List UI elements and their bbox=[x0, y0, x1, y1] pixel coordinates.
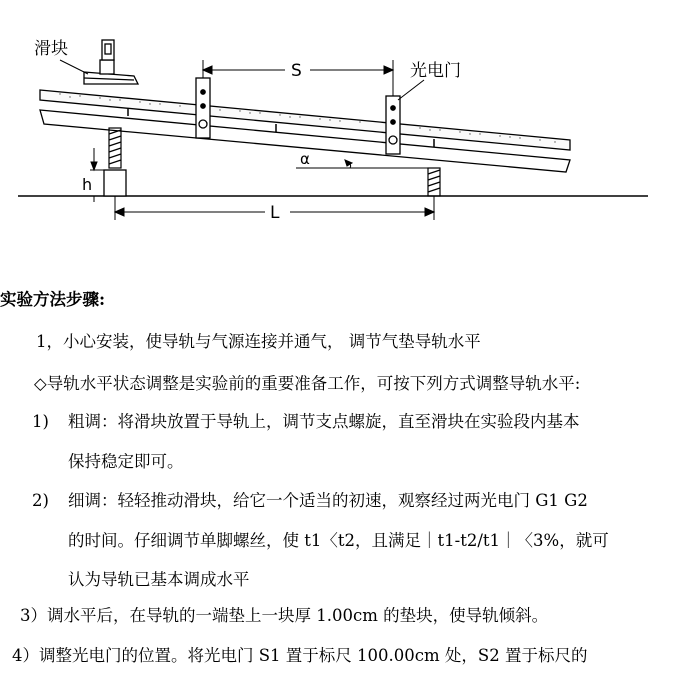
section-heading: 实验方法步骤: bbox=[0, 290, 106, 309]
air-track-diagram bbox=[0, 0, 692, 240]
length-label: L bbox=[270, 203, 280, 223]
angle-label: α bbox=[300, 150, 310, 168]
slider-pointer bbox=[60, 60, 88, 74]
fine-line-1: 细调：轻轻推动滑块，给它一个适当的初速，观察经过两光电门 G1 G2 bbox=[68, 491, 588, 510]
step-4: 4）调整光电门的位置。将光电门 S1 置于标尺 100.00cm 处，S2 置于标尺的 bbox=[12, 646, 588, 665]
photogate-1 bbox=[196, 78, 210, 138]
coarse-number: 1) bbox=[32, 412, 49, 431]
photogate-2 bbox=[386, 96, 400, 154]
height-block bbox=[104, 170, 126, 196]
photogate-pointer bbox=[398, 80, 424, 100]
distance-label: S bbox=[291, 61, 302, 81]
photogate-label: 光电门 bbox=[410, 61, 461, 81]
fine-line-3: 认为导轨已基本调成水平 bbox=[68, 570, 250, 589]
step-1: 1，小心安装，使导轨与气源连接并通气， 调节气垫导轨水平 bbox=[36, 332, 481, 351]
slider-label: 滑块 bbox=[34, 39, 68, 59]
left-support-screw bbox=[109, 128, 121, 168]
height-label: h bbox=[82, 175, 93, 194]
fine-number: 2) bbox=[32, 491, 49, 510]
right-support-screw bbox=[428, 168, 440, 196]
step-3: 3）调水平后，在导轨的一端垫上一块厚 1.00cm 的垫块，使导轨倾斜。 bbox=[20, 606, 549, 625]
fine-line-2: 的时间。仔细调节单脚螺丝，使 t1〈t2，且满足｜t1-t2/t1｜〈3%，就可 bbox=[68, 531, 609, 550]
slider bbox=[84, 40, 138, 84]
coarse-line-2: 保持稳定即可。 bbox=[68, 452, 184, 471]
coarse-line-1: 粗调：将滑块放置于导轨上，调节支点螺旋，直至滑块在实验段内基本 bbox=[68, 412, 580, 431]
leveling-note: ◇导轨水平状态调整是实验前的重要准备工作，可按下列方式调整导轨水平: bbox=[34, 374, 581, 393]
angle-marker bbox=[296, 160, 430, 168]
